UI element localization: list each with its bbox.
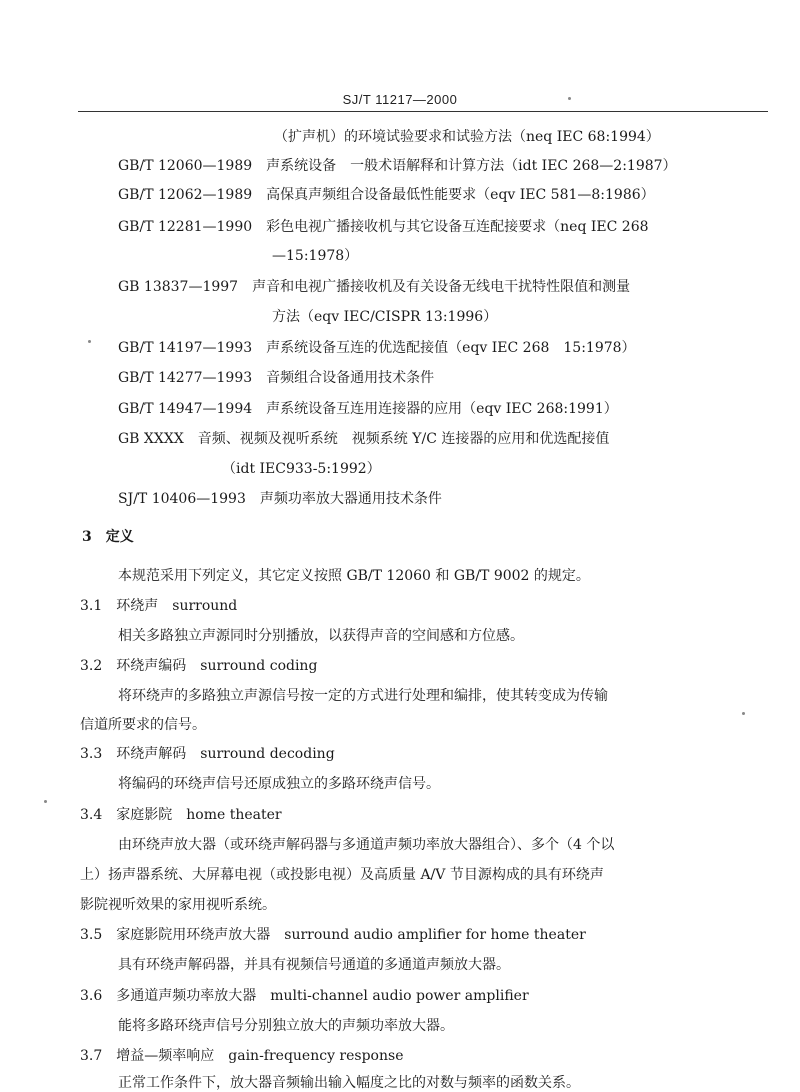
header-rule [78,111,768,112]
scan-speck [88,340,91,343]
reference-continuation: 方法（eqv IEC/CISPR 13:1996） [272,309,498,325]
reference-title: 音频、视频及视听系统 视频系统 Y/C 连接器的应用和优选配接值 [197,431,610,447]
definition-body: 信道所要求的信号。 [80,717,206,733]
definition-body: 影院视听效果的家用视听系统。 [80,897,276,913]
scan-speck [568,97,571,100]
reference-continuation: （idt IEC933-5:1992） [222,461,381,477]
reference-item [118,186,655,204]
reference-item [118,278,630,296]
reference-item [118,218,649,236]
reference-item [118,157,677,175]
definition-body: 上）扬声器系统、大屏幕电视（或投影电视）及高质量 A/V 节目源构成的具有环绕声 [80,867,604,883]
definition-body: 将编码的环绕声信号还原成独立的多路环绕声信号。 [118,776,440,792]
reference-code: GB/T 14277—1993 [118,370,253,386]
definition-term: 3.2 环绕声编码 surround coding [80,658,318,674]
reference-code: GB/T 12281—1990 [118,219,253,235]
definition-term: 3.7 增益—频率响应 gain-frequency response [80,1048,404,1064]
reference-code: GB/T 14947—1994 [118,401,253,417]
reference-code: SJ/T 10406—1993 [118,491,246,507]
reference-code: GB XXXX [118,431,184,447]
definition-term: 3.5 家庭影院用环绕声放大器 surround audio amplifier for home theater [80,927,586,943]
reference-title: 音频组合设备通用技术条件 [266,370,435,386]
reference-title: 彩色电视广播接收机与其它设备互连配接要求（neq IEC 268 [266,219,649,235]
reference-title: 声频功率放大器通用技术条件 [259,491,442,507]
reference-title: 声系统设备 一般术语解释和计算方法（idt IEC 268—2:1987） [266,158,677,174]
reference-code: GB/T 14197—1993 [118,340,253,356]
reference-item [118,339,636,357]
reference-item [118,400,618,418]
reference-title: 声系统设备互连用连接器的应用（eqv IEC 268:1991） [266,401,618,417]
header-standard-code: SJ/T 11217—2000 [342,92,458,107]
definition-body: 相关多路独立声源同时分别播放，以获得声音的空间感和方位感。 [118,628,524,644]
reference-code: GB 13837—1997 [118,279,239,295]
scan-speck [742,712,745,715]
reference-title: 高保真声频组合设备最低性能要求（eqv IEC 581—8:1986） [266,187,655,203]
reference-item [118,430,609,448]
definition-term: 3.1 环绕声 surround [80,598,238,614]
reference-title: 声音和电视广播接收机及有关设备无线电干扰特性限值和测量 [252,279,631,295]
reference-item [118,490,442,508]
reference-continuation: （扩声机）的环境试验要求和试验方法（neq IEC 68:1994） [274,129,660,145]
definition-body: 能将多路环绕声信号分别独立放大的声频功率放大器。 [118,1018,454,1034]
reference-code: GB/T 12060—1989 [118,158,253,174]
definition-term: 3.3 环绕声解码 surround decoding [80,746,335,762]
definition-body: 将环绕声的多路独立声源信号按一定的方式进行处理和编排，使其转变成为传输 [118,688,608,704]
definition-body: 具有环绕声解码器，并具有视频信号通道的多通道声频放大器。 [118,957,510,973]
reference-item [118,369,434,387]
reference-title: 声系统设备互连的优选配接值（eqv IEC 268 15:1978） [266,340,636,356]
reference-continuation: —15:1978） [272,248,359,264]
scan-speck [44,800,47,803]
definition-term: 3.6 多通道声频功率放大器 multi-channel audio power amplifier [80,988,529,1004]
definition-body: 正常工作条件下，放大器音频输出输入幅度之比的对数与频率的函数关系。 [118,1075,580,1091]
definition-body: 由环绕声放大器（或环绕声解码器与多通道声频功率放大器组合）、多个（4 个以 [118,837,615,853]
section-heading: 3 定义 [82,529,134,545]
reference-code: GB/T 12062—1989 [118,187,253,203]
definition-term: 3.4 家庭影院 home theater [80,807,282,823]
section-intro: 本规范采用下列定义，其它定义按照 GB/T 12060 和 GB/T 9002 的规定。 [118,568,590,584]
